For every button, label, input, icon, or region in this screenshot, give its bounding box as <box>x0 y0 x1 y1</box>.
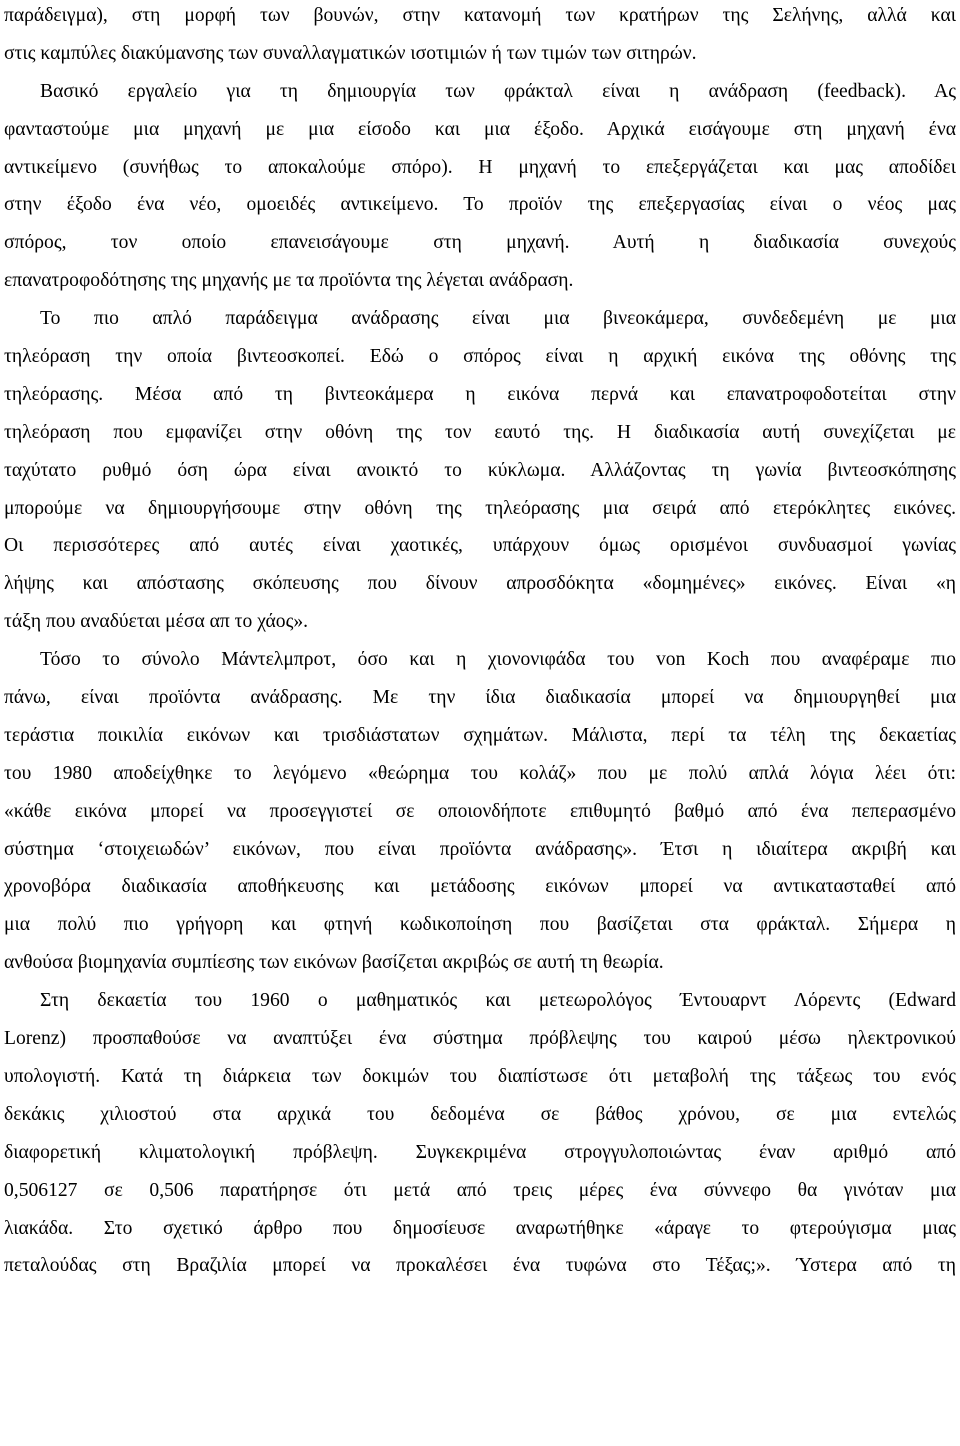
text-line: λιακάδα. Στο σχετικό άρθρο που δημοσίευσε αναρωτήθηκε «άραγε το φτερούγισμα μιας <box>4 1217 956 1239</box>
text-line: τηλεόρασης. Μέσα από τη βιντεοκάμερα η εικόνα περνά και επανατροφοδοτείται στην <box>4 383 956 405</box>
text-line: «κάθε εικόνα μπορεί να προσεγγιστεί σε οποιονδήποτε επιθυμητό βαθμό από ένα πεπερασμένο <box>4 800 956 822</box>
text-line: φανταστούμε μια μηχανή με μια είσοδο και μια έξοδο. Αρχικά εισάγουμε στη μηχανή ένα <box>4 118 956 140</box>
paragraph-continued <box>4 0 956 73</box>
text-line: μια πολύ πιο γρήγορη και φτηνή κωδικοποίηση που βασίζεται στα φράκταλ. Σήμερα η <box>4 914 956 936</box>
text-line: υπολογιστή. Κατά τη διάρκεια των δοκιμών του διαπίστωσε ότι μεταβολή της τάξεως του ενός <box>4 1065 956 1087</box>
text-line: Lorenz) προσπαθούσε να αναπτύξει ένα σύστημα πρόβλεψης του καιρού μέσω ηλεκτρονικού <box>4 1028 956 1050</box>
text-line: τηλεόραση που εμφανίζει στην οθόνη της τον εαυτό της. Η διαδικασία αυτή συνεχίζεται με <box>4 421 956 443</box>
paragraph-feedback <box>4 73 956 300</box>
paragraph-mandelbrot <box>4 641 956 982</box>
document-body <box>4 0 956 1285</box>
text-line: αντικείμενο (συνήθως το αποκαλούμε σπόρο). Η μηχανή το επεξεργάζεται και μας αποδίδει <box>4 156 956 178</box>
text-line: Βασικό εργαλείο για τη δημιουργία των φράκταλ είναι η ανάδραση (feedback). Ας <box>40 80 956 102</box>
text-line: Τόσο το σύνολο Μάντελμπροτ, όσο και η χιονονιφάδα του von Koch που αναφέραμε πιο <box>40 649 956 671</box>
text-line: επανατροφοδότησης της μηχανής με τα προϊόντα της λέγεται ανάδραση. <box>4 270 574 292</box>
text-line: στην έξοδο ένα νέο, ομοειδές αντικείμενο. Το προϊόν της επεξεργασίας είναι ο νέος μας <box>4 194 956 216</box>
text-line: μπορούμε να δημιουργήσουμε στην οθόνη της τηλεόρασης μια σειρά από ετερόκλητες εικόνες. <box>4 497 956 519</box>
text-line: πάνω, είναι προϊόντα ανάδρασης. Με την ίδια διαδικασία μπορεί να δημιουργηθεί μια <box>4 687 956 709</box>
text-line: δεκάκις χιλιοστού στα αρχικά του δεδομένα σε βάθος χρόνου, σε μια εντελώς <box>4 1103 956 1125</box>
text-line: παράδειγμα), στη μορφή των βουνών, στην κατανομή των κρατήρων της Σελήνης, αλλά και <box>4 5 956 26</box>
paragraph-lorenz <box>4 982 956 1285</box>
text-line: τάξη που αναδύεται μέσα απ το χάος». <box>4 611 309 633</box>
document-page <box>4 0 956 1446</box>
text-line: 0,506127 σε 0,506 παρατήρησε ότι μετά από τρεις μέρες ένα σύννεφο θα γινόταν μια <box>4 1179 956 1201</box>
text-line: ταχύτατο ρυθμό όση ώρα είναι ανοικτό το κύκλωμα. Αλλάζοντας τη γωνία βιντεοσκόπησης <box>4 459 956 481</box>
text-line: πεταλούδας στη Βραζιλία μπορεί να προκαλέσει ένα τυφώνα στο Τέξας;». Ύστερα από τη <box>4 1255 956 1277</box>
text-line: Οι περισσότερες από αυτές είναι χαοτικές, υπάρχουν όμως ορισμένοι συνδυασμοί γωνίας <box>4 535 956 557</box>
text-line: στις καμπύλες διακύμανσης των συναλλαγματικών ισοτιμιών ή των τιμών των σιτηρών. <box>4 42 697 64</box>
text-line: τεράστια ποικιλία εικόνων και τρισδιάστατων σχημάτων. Μάλιστα, περί τα τέλη της δεκαετίας <box>4 724 956 746</box>
text-line: σπόρος, τον οποίο επανεισάγουμε στη μηχανή. Αυτή η διαδικασία συνεχούς <box>4 232 956 254</box>
text-line: Στη δεκαετία του 1960 ο μαθηματικός και μετεωρολόγος Έντουαρντ Λόρεντς (Edward <box>40 990 956 1012</box>
text-line: ανθούσα βιομηχανία συμπίεσης των εικόνων βασίζεται ακριβώς σε αυτή τη θεωρία. <box>4 952 664 974</box>
text-line: τηλεόραση την οποία βιντεοσκοπεί. Εδώ ο σπόρος είναι η αρχική εικόνα της οθόνης της <box>4 346 956 368</box>
text-line: σύστημα ‘στοιχειωδών’ εικόνων, που είναι προϊόντα ανάδρασης». Έτσι η ιδιαίτερα ακριβή και <box>4 838 956 860</box>
text-line: διαφορετική κλιματολογική πρόβλεψη. Συγκεκριμένα στρογγυλοποιώντας έναν αριθμό από <box>4 1141 956 1163</box>
paragraph-camera-example <box>4 300 956 641</box>
text-line: Το πιο απλό παράδειγμα ανάδρασης είναι μια βινεοκάμερα, συνδεδεμένη με μια <box>40 308 956 330</box>
text-line: λήψης και απόστασης σκόπευσης που δίνουν απροσδόκητα «δομημένες» εικόνες. Είναι «η <box>4 573 956 595</box>
text-line: του 1980 αποδείχθηκε το λεγόμενο «θεώρημα του κολάζ» που με πολύ απλά λόγια λέει ότι: <box>4 762 956 784</box>
text-line: χρονοβόρα διαδικασία αποθήκευσης και μετάδοσης εικόνων μπορεί να αντικατασταθεί από <box>4 876 956 898</box>
